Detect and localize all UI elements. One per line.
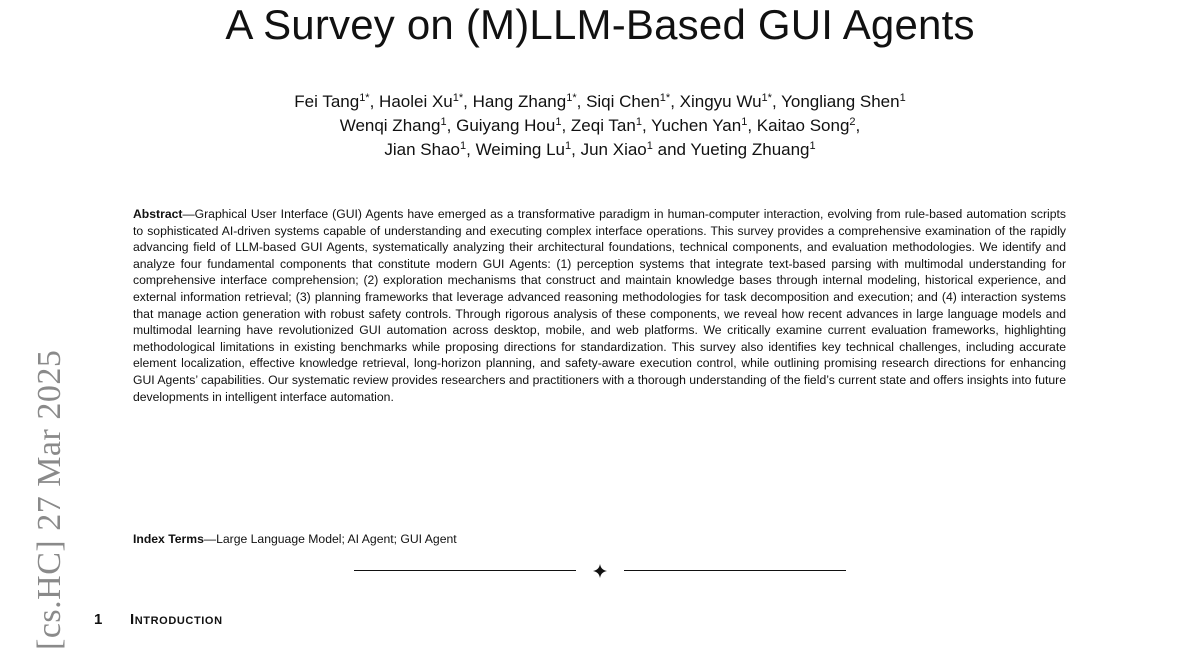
author-name: [680, 92, 772, 111]
affiliation-mark: 1: [899, 92, 906, 104]
author-name: [586, 92, 670, 111]
author-list: [0, 90, 1200, 162]
affiliation-mark: 1: [741, 116, 748, 128]
arxiv-stamp: [cs.HC] 27 Mar 2025: [31, 349, 68, 650]
author-name-text: Yueting Zhuang: [690, 140, 810, 159]
affiliation-mark: 1: [565, 140, 572, 152]
affiliation-mark: 1: [809, 140, 816, 152]
author-name: [456, 116, 561, 135]
section-title: Introduction: [130, 611, 223, 628]
author-name-text: Guiyang Hou: [456, 116, 556, 135]
author-name-text: Weiming Lu: [475, 140, 566, 159]
author-name-text: Jun Xiao: [580, 140, 647, 159]
author-name: [476, 140, 572, 159]
abstract-text: —Graphical User Interface (GUI) Agents have emerged as a transformative paradigm in human-computer interaction, evolving from rule-based automation scripts to sophisticated AI-driven systems capable of understanding and executing complex interface operations. This survey provides a comprehensive examination of the rapidly advancing field of LLM-based GUI Agents, systematically analyzing their architectural foundations, technical components, and evaluation methodologies. We identify and analyze four fundamental components that constitute modern GUI Agents: (1) perception systems that integrate text-based parsing with multimodal understanding for comprehensive interface comprehension; (2) exploration mechanisms that construct and maintain knowledge bases through internal modeling, historical experience, and external information retrieval; (3) planning frameworks that leverage advanced reasoning methodologies for task decomposition and execution; and (4) interaction systems that manage action generation with robust safety controls. Through rigorous analysis of these components, we reveal how recent advances in large language models and multimodal learning have revolutionized GUI automation across desktop, mobile, and web platforms. We critically examine current evaluation frameworks, highlighting methodological limitations in existing benchmarks while proposing directions for standardization. This survey also identifies key technical challenges, including accurate element localization, effective knowledge retrieval, long-horizon planning, and safety-aware execution control, while outlining promising research directions for enhancing GUI Agents’ capabilities. Our systematic review provides researchers and practitioners with a thorough understanding of the field’s current state and offers insights into future developments in intelligent interface automation.: [133, 207, 1066, 404]
affiliation-mark: 1: [555, 116, 562, 128]
author-name-text: Wenqi Zhang: [339, 116, 441, 135]
author-line: Jian Shao$^1$, Weiming Lu$^1$, Jun Xiao$^1$ and Yueting Zhuang$^1$: [384, 140, 816, 159]
affiliation-mark: 1: [646, 140, 653, 152]
section-number: 1: [94, 611, 103, 628]
abstract-label: Abstract: [133, 207, 183, 221]
author-name: [473, 92, 577, 111]
paper-title: A Survey on (M)LLM-Based GUI Agents: [225, 1, 975, 48]
divider-line-left: [354, 570, 576, 571]
author-name-text: Hang Zhang: [472, 92, 567, 111]
author-name: [581, 140, 653, 159]
affiliation-mark: 1*: [359, 92, 370, 104]
section-heading: [94, 609, 223, 631]
author-name: [384, 140, 466, 159]
affiliation-mark: 1: [635, 116, 642, 128]
affiliation-mark: 1: [459, 140, 467, 152]
affiliation-mark: 1*: [659, 92, 671, 104]
author-name: [379, 92, 463, 111]
author-line: Wenqi Zhang$^1$, Guiyang Hou$^1$, Zeqi Tan$^1$, Yuchen Yan$^1$, Kaitao Song$^2$,: [339, 116, 861, 135]
abstract: [133, 206, 1066, 405]
author-name: [651, 116, 747, 135]
author-name: [340, 116, 447, 135]
diamond-star-icon: [593, 564, 607, 578]
author-name: [294, 92, 369, 111]
author-name: [781, 92, 906, 111]
author-name-text: Xingyu Wu: [679, 92, 762, 111]
affiliation-mark: 2: [849, 116, 856, 128]
section-divider: [354, 561, 846, 581]
author-name-text: Jian Shao: [384, 140, 460, 159]
index-terms: [133, 531, 1066, 547]
divider-line-right: [624, 570, 846, 571]
index-terms-label: Index Terms: [133, 532, 204, 546]
author-name: [571, 116, 642, 135]
author-line: Fei Tang$^{1*}$, Haolei $Xu^{1*}$, Hang Zhang$^{1*}$, Siqi Chen$^{1*}$, Xingyu $Wu^{1*}$, Yongliang Shen$^1$: [294, 92, 906, 111]
author-name-text: Yuchen Yan: [651, 116, 742, 135]
index-terms-text: —Large Language Model; AI Agent; GUI Agent: [203, 532, 457, 546]
author-name-text: Fei Tang: [294, 92, 360, 111]
affiliation-mark: 1*: [452, 92, 464, 104]
affiliation-mark: 1*: [566, 92, 577, 104]
affiliation-mark: 1: [440, 116, 447, 128]
author-name-text: Kaitao Song: [756, 116, 850, 135]
author-name-text: Haolei Xu: [379, 92, 453, 111]
author-name-text: Yongliang Shen: [781, 92, 900, 111]
author-name: [690, 140, 815, 159]
author-name-text: Siqi Chen: [586, 92, 660, 111]
affiliation-mark: 1*: [761, 92, 772, 104]
author-name-text: Zeqi Tan: [570, 116, 636, 135]
author-name: [757, 116, 856, 135]
